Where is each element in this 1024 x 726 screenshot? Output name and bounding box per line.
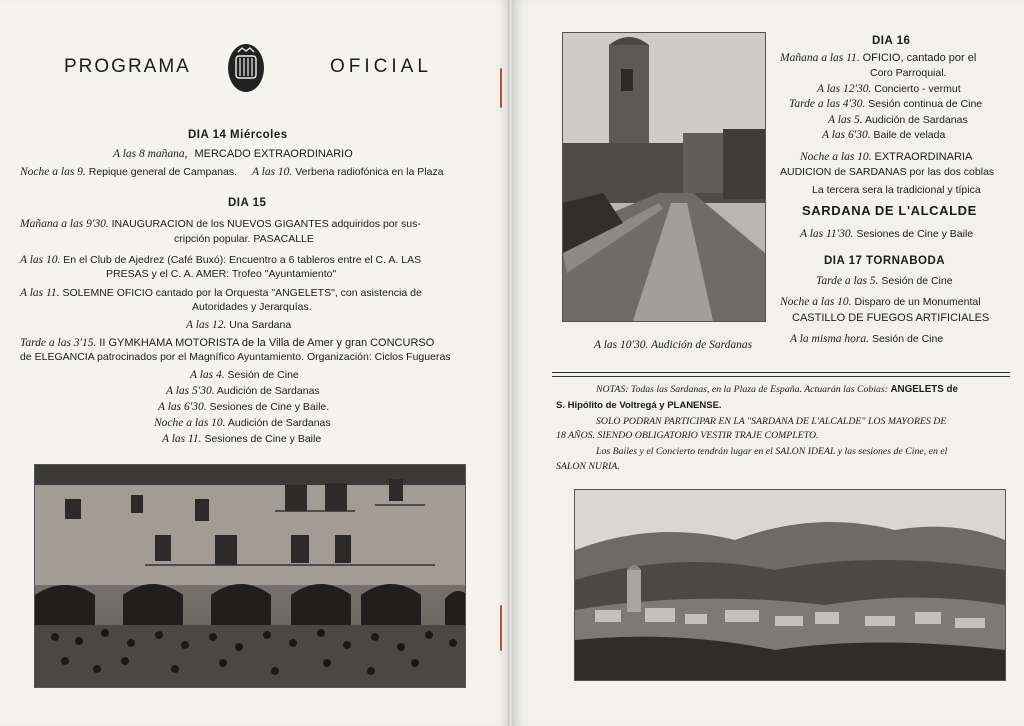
time: A las 11'30. bbox=[800, 228, 854, 240]
time: A las 5'30. bbox=[166, 385, 215, 397]
caption-text: A las 10'30. Audición de Sardanas bbox=[594, 339, 753, 351]
event: de ELEGANCIA patrocinados por el Magnífico Ayuntamiento. Organización: Ciclos Fugueras bbox=[20, 351, 451, 363]
event: Audición de Sardanas bbox=[216, 385, 320, 397]
day-15-heading: DIA 15 bbox=[228, 197, 267, 209]
event: SOLEMNE OFICIO cantado por la Orquesta "ANGELETS", con asistencia de bbox=[62, 287, 422, 299]
event: Sesión de Cine bbox=[881, 275, 953, 287]
time: Mañana a las 11. bbox=[780, 52, 860, 64]
event: Coro Parroquial. bbox=[870, 67, 947, 79]
event: Sesión continua de Cine bbox=[868, 98, 983, 110]
time: A las 12. bbox=[186, 319, 227, 331]
time: A las 10. bbox=[20, 254, 61, 266]
event: Disparo de un Monumental bbox=[854, 296, 981, 308]
event: Sesiones de Cine y Baile. bbox=[209, 401, 330, 413]
time: Noche a las 10. bbox=[800, 151, 872, 163]
right-page bbox=[512, 0, 1024, 726]
notes-line: S. Hipólito de Voltregá y PLANENSE. bbox=[556, 400, 722, 411]
coat-of-arms-icon bbox=[226, 42, 266, 94]
event: Audición de Sardanas bbox=[864, 114, 968, 126]
event: En el Club de Ajedrez (Café Buxó): Encuentro a 6 tableros entre el C. A. LAS bbox=[63, 254, 422, 266]
day-17-heading: DIA 17 TORNABODA bbox=[824, 255, 946, 267]
left-page bbox=[0, 0, 510, 726]
time: A las 12'30. bbox=[817, 83, 872, 95]
event: Audición de Sardanas bbox=[227, 417, 331, 429]
time: Noche a las 9. bbox=[20, 166, 86, 178]
staple bbox=[500, 68, 502, 108]
event: Repique general de Campanas. bbox=[88, 166, 238, 178]
notes-line: SOLO PODRAN PARTICIPAR EN LA "SARDANA DE L'ALCALDE" LOS MAYORES DE bbox=[596, 416, 947, 427]
church-tower-photo bbox=[562, 32, 766, 322]
event: INAUGURACION de los NUEVOS GIGANTES adquiridos por sus- bbox=[111, 218, 421, 230]
notes-line: SALON NURIA. bbox=[556, 461, 620, 472]
divider bbox=[552, 372, 1010, 373]
notes-bold: ANGELETS de bbox=[890, 384, 958, 395]
divider bbox=[552, 376, 1010, 377]
event: Sesiones de Cine y Baile bbox=[204, 433, 322, 445]
time: A las 4. bbox=[190, 369, 225, 381]
time: Mañana a las 9'30. bbox=[20, 218, 109, 230]
time: A la misma hora. bbox=[790, 333, 870, 345]
event: Una Sardana bbox=[229, 319, 292, 331]
time: A las 8 mañana, bbox=[113, 148, 188, 160]
time: A las 11. bbox=[162, 433, 202, 445]
photo-caption bbox=[594, 338, 752, 352]
event: Sesión de Cine bbox=[227, 369, 299, 381]
town-panorama-photo bbox=[574, 489, 1006, 681]
time: Tarde a las 5. bbox=[816, 275, 879, 287]
event: Concierto - vermut bbox=[874, 83, 961, 95]
event: CASTILLO DE FUEGOS ARTIFICIALES bbox=[792, 312, 990, 324]
event: PRESAS y el C. A. AMER: Trofeo "Ayuntamiento" bbox=[106, 268, 337, 280]
event: cripción popular. PASACALLE bbox=[174, 233, 314, 245]
event: Sesiones de Cine y Baile bbox=[856, 228, 974, 240]
time: A las 6'30. bbox=[158, 401, 207, 413]
oficial-title: OFICIAL bbox=[330, 56, 432, 77]
programa-title: PROGRAMA bbox=[64, 56, 191, 77]
time: A las 6'30. bbox=[822, 129, 871, 141]
event: Verbena radiofónica en la Plaza bbox=[295, 166, 444, 178]
time: A las 10. bbox=[251, 166, 293, 178]
notes-line: Los Bailes y el Concierto tendrán lugar en el SALON IDEAL y las sesiones de Cine, en el bbox=[596, 446, 948, 457]
notes-line: 18 AÑOS. SIENDO OBLIGATORIO VESTIR TRAJE COMPLETO. bbox=[556, 430, 819, 441]
event: Autoridades y Jerarquías. bbox=[192, 301, 312, 313]
event: Baile de velada bbox=[873, 129, 946, 141]
event: II GYMKHAMA MOTORISTA de la Villa de Amer y gran CONCURSO bbox=[99, 337, 435, 349]
time: Tarde a las 4'30. bbox=[789, 98, 866, 110]
event: Sesión de Cine bbox=[871, 333, 944, 345]
time: Tarde a las 3'15. bbox=[20, 337, 97, 349]
day-14-heading: DIA 14 Miércoles bbox=[188, 129, 288, 141]
event: OFICIO, cantado por el bbox=[862, 52, 977, 64]
event: La tercera sera la tradicional y típica bbox=[812, 184, 981, 196]
notes-text: NOTAS: Todas las Sardanas, en la Plaza de España. Actuarán las Cobias: bbox=[596, 384, 889, 395]
staple bbox=[500, 605, 502, 651]
plaza-crowd-photo bbox=[34, 464, 466, 688]
notes-line bbox=[596, 383, 958, 397]
time: Noche a las 10. bbox=[154, 417, 226, 429]
day-16-heading: DIA 16 bbox=[872, 35, 911, 47]
time: Noche a las 10. bbox=[780, 296, 852, 308]
sardana-alcalde-heading: SARDANA DE L'ALCALDE bbox=[802, 203, 977, 218]
event: EXTRAORDINARIA bbox=[874, 151, 973, 163]
event: AUDICION de SARDANAS por las dos coblas bbox=[780, 166, 995, 178]
event: MERCADO EXTRAORDINARIO bbox=[194, 148, 353, 160]
time: A las 5. bbox=[828, 114, 863, 126]
time: A las 11. bbox=[20, 287, 60, 299]
